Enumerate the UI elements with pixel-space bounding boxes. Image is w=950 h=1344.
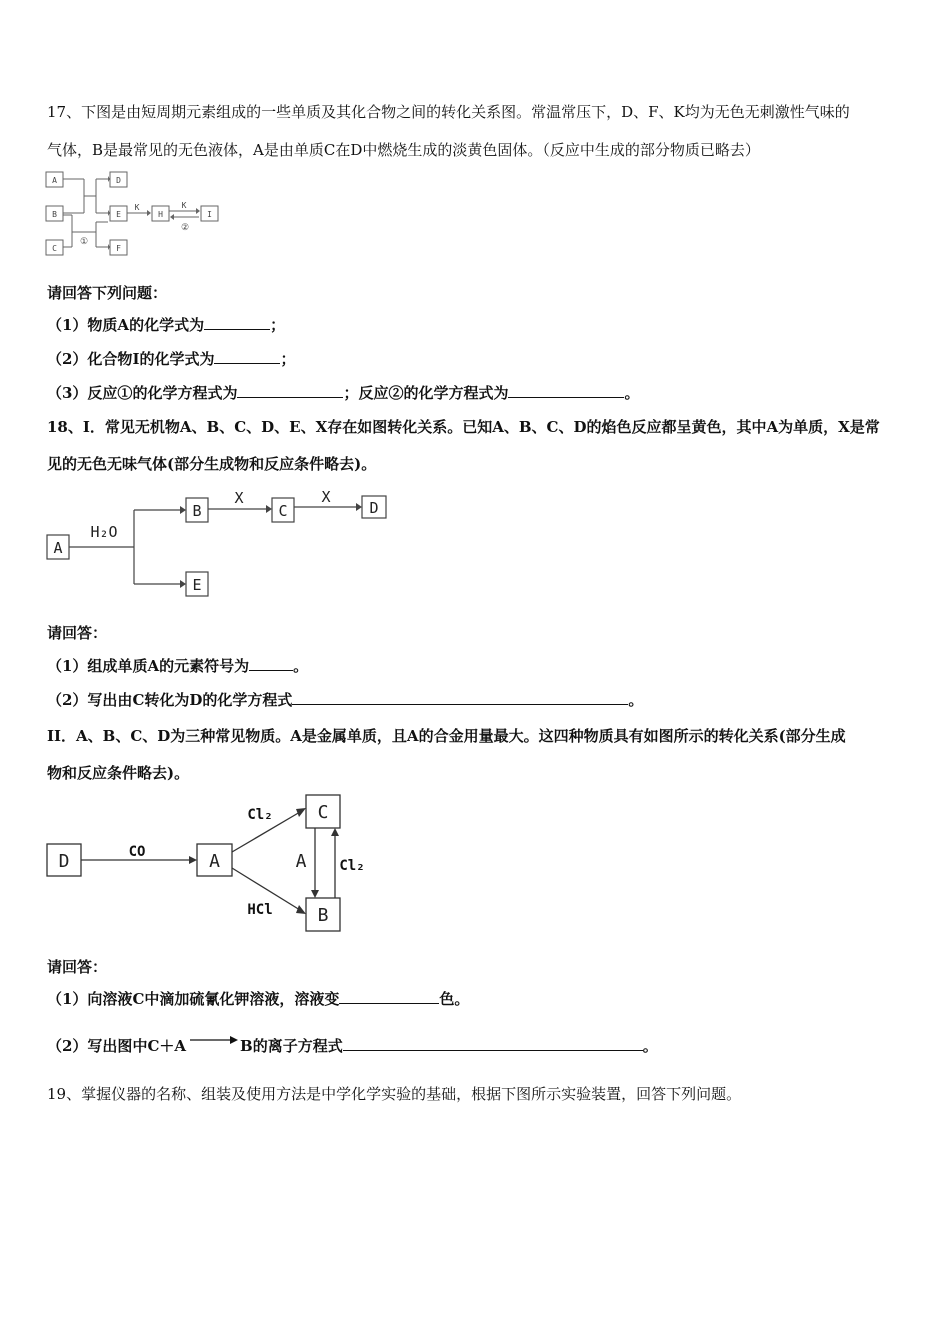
q18-diagram2 <box>44 790 384 940</box>
q18-d1-box-label: A <box>53 539 63 557</box>
q17-box-label: H <box>158 210 163 219</box>
q18-d2-box-label: A <box>209 851 220 872</box>
q18-d1-box-label: C <box>278 502 288 520</box>
q17-stem-line2: 气体，B是最常见的无色液体，A是由单质C在D中燃烧生成的淡黄色固体。（反应中生成的部分物质已略去） <box>47 141 760 159</box>
q19-stem: 19、掌握仪器的名称、组装及使用方法是中学化学实验的基础，根据下图所示实验装置，回答下列问题。 <box>47 1085 742 1103</box>
q18-d1-water-label: H₂O <box>90 523 118 541</box>
q17-reaction-1: ① <box>79 237 89 247</box>
q17-box-label: C <box>52 244 57 253</box>
q17-prompt: 请回答下列问题： <box>47 284 168 302</box>
q18-d2-cl2-label: Cl₂ <box>247 807 273 823</box>
q18-d1-box-label: B <box>192 502 202 520</box>
q18-stem-line1: 18、I．常见无机物A、B、C、D、E、X存在如图转化关系。已知A、B、C、D的焰色反应都呈黄色，其中A为单质，X是常 <box>47 418 880 436</box>
q18-prompt1: 请回答： <box>47 624 108 642</box>
q18-d2-co-label: CO <box>128 844 146 860</box>
q18-d2-a-label: A <box>295 851 307 872</box>
q17-sub2: （2）化合物Ⅰ的化学式为 ； <box>47 350 296 368</box>
q18-part2-line2: 物和反应条件略去)。 <box>47 764 190 782</box>
reaction-arrow-icon <box>186 1030 240 1050</box>
q18-prompt2: 请回答： <box>47 958 108 976</box>
q18-diagram1 <box>44 490 394 600</box>
q17-box-label: B <box>52 210 57 219</box>
q18-d1-x-label: X <box>321 488 331 506</box>
q17-box-label: E <box>116 210 121 219</box>
q18-d2-cl2-label: Cl₂ <box>339 858 365 874</box>
q17-arrow-label-k2: K <box>181 201 187 210</box>
q17-box-label: D <box>116 176 121 185</box>
q18-d2-box-label: B <box>317 905 329 926</box>
q18-d1-box-label: D <box>369 499 379 517</box>
q17-reaction-2: ② <box>180 223 190 233</box>
q18-sub3: （1）向溶液C中滴加硫氰化钾溶液，溶液变 色。 <box>47 990 470 1008</box>
q17-arrow-label-k: K <box>134 203 140 212</box>
q17-sub1: （1）物质A的化学式为 ； <box>47 316 286 334</box>
q18-stem-line2: 见的无色无味气体(部分生成物和反应条件略去)。 <box>47 455 377 473</box>
q18-d1-x-label: X <box>234 489 244 507</box>
q17-box-label: A <box>52 176 57 185</box>
q17-sub3: （3）反应①的化学方程式为 ；反应②的化学方程式为 。 <box>47 384 640 402</box>
q18-part2-line1: II．A、B、C、D为三种常见物质。A是金属单质，且A的合金用量最大。这四种物质具有如图所示的转化关系(部分生成 <box>47 727 846 745</box>
q18-d2-box-label: C <box>317 802 329 823</box>
q17-diagram <box>44 168 234 260</box>
q18-d2-hcl-label: HCl <box>247 902 273 918</box>
q17-box-label: F <box>116 244 121 253</box>
q17-box-label: I <box>207 210 212 219</box>
q18-sub4: （2）写出图中C＋A B的离子方程式 。 <box>47 1036 658 1056</box>
q17-stem-line1: 17、下图是由短周期元素组成的一些单质及其化合物之间的转化关系图。常温常压下，D、F、K均为无色无刺激性气味的 <box>47 103 850 121</box>
q18-d1-box-label: E <box>192 576 202 594</box>
q18-sub1: （1）组成单质A的元素符号为 。 <box>47 657 309 675</box>
q18-sub2: （2）写出由C转化为D的化学方程式 。 <box>47 691 644 709</box>
q18-d2-box-label: D <box>58 851 70 872</box>
